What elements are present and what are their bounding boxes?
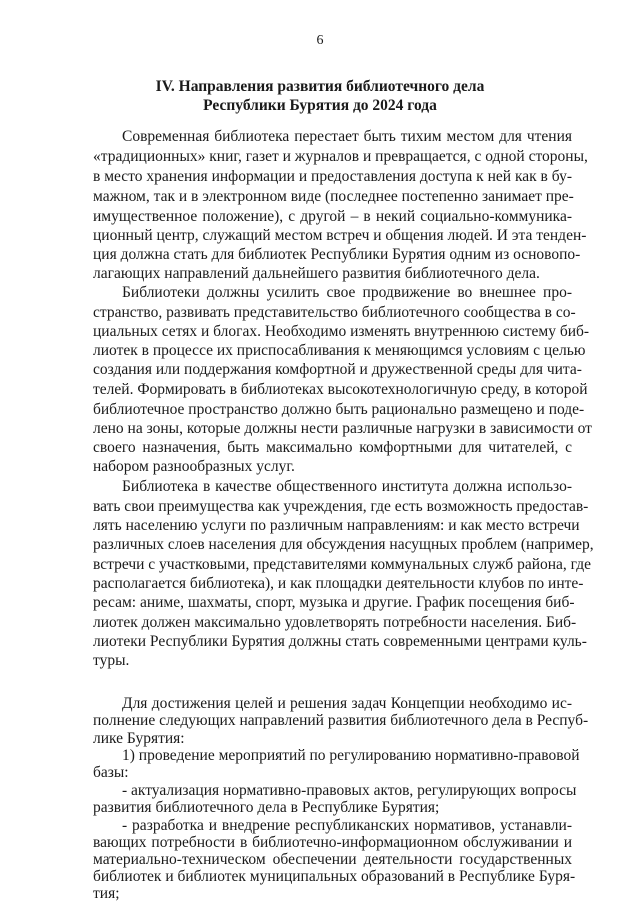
paragraph-3-line: лиотек должен максимально удовлетворять потребности населения. Биб- (93, 614, 577, 631)
paragraph-7-line: - разработка и внедрение республиканских нормативов, устанавли- (122, 816, 572, 834)
paragraph-2-line: библиотечное пространство должно быть рационально размещено и поде- (93, 401, 585, 418)
paragraph-3-line: Библиотека в качестве общественного института должна использо- (122, 478, 572, 495)
page-number: 6 (316, 33, 324, 48)
paragraph-2-line: создания или поддержания комфортной и дружественной среды для чита- (93, 361, 582, 378)
paragraph-4-line: лике Бурятия: (93, 730, 185, 748)
paragraph-1-line: Современная библиотека перестает быть тихим местом для чтения (122, 128, 572, 145)
paragraph-1-line: «традиционных» книг, газет и журналов и превращается, с одной стороны, (93, 148, 588, 165)
paragraph-7-line: библиотек и библиотек муниципальных образований в Республике Буря- (93, 867, 576, 885)
paragraph-7-line: тия; (93, 885, 120, 902)
paragraph-4-line: Для достижения целей и решения задач Концепции необходимо ис- (122, 695, 572, 712)
section-heading-line-2: Республики Бурятия до 2024 года (203, 97, 437, 114)
paragraph-5-line: 1) проведение мероприятий по регулированию нормативно-правовой (122, 747, 580, 765)
paragraph-2-line: лено на зоны, которые должны нести различные нагрузки в зависимости от (93, 420, 592, 437)
paragraph-2-line: странство, развивать представительство библиотечного сообщества в со- (93, 304, 576, 321)
paragraph-1-line: в место хранения информации и предоставления доступа к ней как в бу- (93, 168, 572, 185)
paragraph-1-line: ционный центр, служащий местом встреч и общения людей. И эта тенден- (93, 227, 587, 244)
paragraph-2-line: лиотек в процессе их приспосабливания к меняющимся условиям с целью (93, 342, 586, 359)
paragraph-2-line: набором разнообразных услуг. (93, 458, 295, 475)
paragraph-1-line: лагающих направлений дальнейшего развития библиотечного дела. (93, 265, 540, 282)
paragraph-3-line: лиотеки Республики Бурятия должны стать современными центрами куль- (93, 633, 587, 650)
paragraph-3-line: лять населению услуги по различным направлениям: и как место встречи (93, 517, 580, 534)
paragraph-3-line: туры. (93, 652, 130, 669)
paragraph-3-line: встречи с участковыми, представителями коммунальных служб района, где (93, 556, 592, 573)
paragraph-3-line: ресам: аниме, шахматы, спорт, музыка и другие. График посещения биб- (93, 594, 575, 611)
paragraph-2-line: циальных сетях и блогах. Необходимо изменять внутреннюю систему биб- (93, 323, 590, 340)
paragraph-1-line: имущественное положение), с другой – в некий социально-коммуника- (93, 208, 572, 225)
paragraph-2-line: своего назначения, быть максимально комфортными для читателей, с (93, 439, 572, 456)
paragraph-7-line: вающих потребности в библиотечно-информационном обслуживании и (93, 833, 572, 851)
section-heading-line-1: IV. Направления развития библиотечного дела (155, 78, 485, 95)
paragraph-3-line: различных слоев населения для обсуждения насущных проблем (например, (93, 536, 594, 553)
paragraph-1-line: мажном, так и в электронном виде (последнее постепенно занимает пре- (93, 188, 574, 205)
paragraph-6-line: развития библиотечного дела в Республике Бурятия; (93, 799, 440, 817)
paragraph-7-line: материально-техническом обеспечении деятельности государственных (93, 850, 572, 868)
paragraph-3-line: располагается библиотека), и как площадки деятельности клубов по инте- (93, 575, 584, 592)
paragraph-2-line: телей. Формировать в библиотеках высокотехнологичную среду, в которой (93, 381, 588, 398)
paragraph-5-line: базы: (93, 764, 129, 782)
paragraph-1-line: ция должна стать для библиотек Республики Бурятия одним из основопо- (93, 246, 581, 263)
paragraph-6-line: - актуализация нормативно-правовых актов, регулирующих вопросы (122, 782, 577, 800)
paragraph-3-line: вать свои преимущества как учреждения, где есть возможность предостав- (93, 498, 589, 515)
paragraph-2-line: Библиотеки должны усилить свое продвижение во внешнее про- (122, 284, 572, 301)
paragraph-4-line: полнение следующих направлений развития библиотечного дела в Респуб- (93, 712, 589, 730)
